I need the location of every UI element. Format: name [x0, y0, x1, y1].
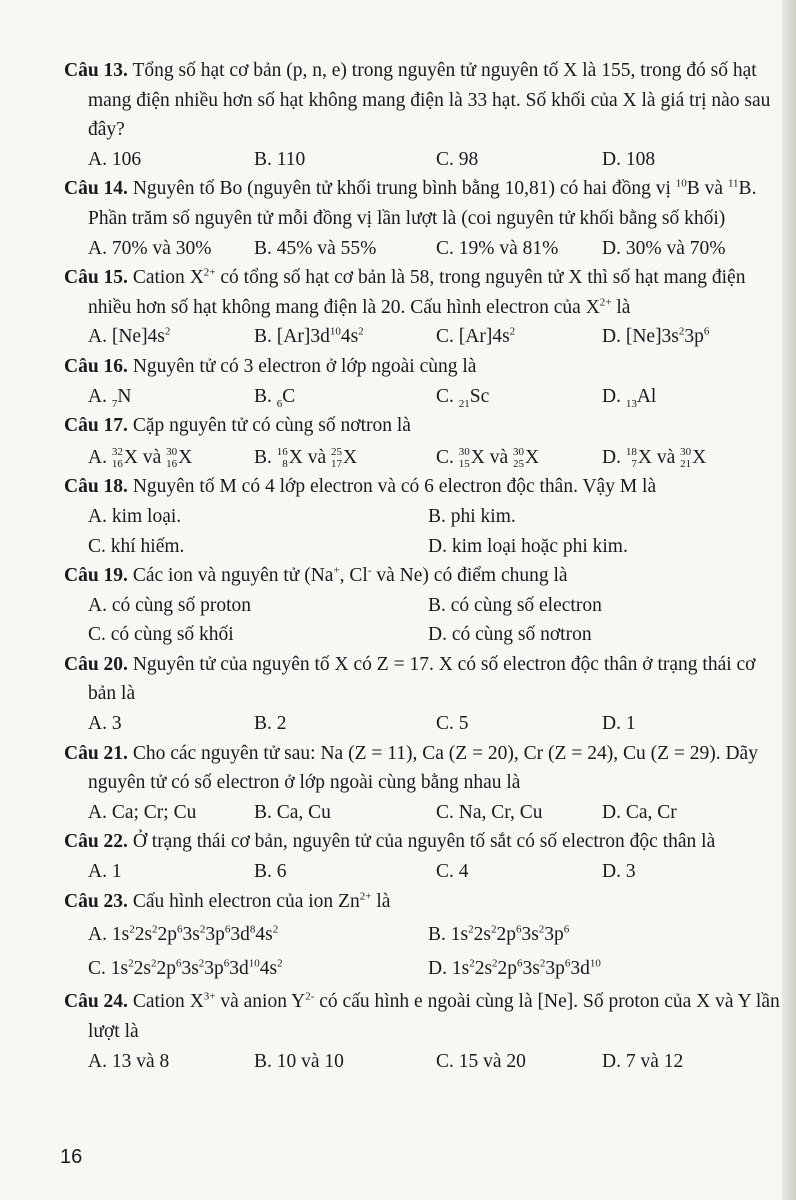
- orbital: 4s: [259, 957, 278, 979]
- element-symbol: X: [288, 446, 303, 468]
- superscript: 2: [678, 325, 685, 338]
- option-letter: B.: [254, 446, 272, 468]
- superscript: 2: [358, 325, 364, 338]
- question-stem: Nguyên tố M có 4 lớp electron và có 6 electron độc thân. Vậy M là: [132, 476, 657, 498]
- answer-options: [64, 709, 784, 739]
- answer-options: [64, 920, 784, 950]
- nuclide-notation: [277, 446, 288, 470]
- orbital: 2p: [497, 957, 518, 979]
- option-c[interactable]: C. có cùng số khối: [88, 624, 234, 646]
- electron-count: 2: [492, 957, 498, 970]
- question-24: [64, 987, 784, 1076]
- question-label: Câu 24.: [64, 991, 128, 1013]
- question-18-text: [64, 472, 784, 502]
- option-c[interactable]: C. khí hiếm.: [88, 535, 185, 557]
- question-13-text: [64, 56, 784, 145]
- option-b[interactable]: B. 10 và 10: [254, 1050, 344, 1072]
- electron-count: 2: [539, 957, 546, 970]
- element-symbol: X: [123, 446, 138, 468]
- option-a[interactable]: [88, 382, 254, 412]
- atomic-number: 13: [625, 397, 637, 410]
- option-d[interactable]: D. 7 và 12: [602, 1050, 684, 1072]
- atomic-number: 16: [111, 458, 123, 471]
- atomic-number: 16: [166, 458, 178, 471]
- question-label: Câu 18.: [64, 476, 128, 498]
- option-d[interactable]: D. 1: [602, 713, 636, 735]
- question-19-text: [64, 561, 784, 591]
- element-symbol: Sc: [469, 385, 490, 407]
- orbital: 3d: [230, 924, 250, 946]
- orbital: 3s: [182, 924, 200, 946]
- option-a[interactable]: [88, 920, 428, 950]
- option-b[interactable]: B. 6: [254, 861, 287, 883]
- conjunction: và: [656, 446, 676, 468]
- option-d-text: D. [Ne]3s: [602, 326, 679, 348]
- atomic-number: 7: [631, 458, 637, 471]
- electron-count: 2: [468, 923, 474, 936]
- ion-symbol: X: [189, 267, 204, 289]
- option-a[interactable]: A. kim loại.: [88, 505, 182, 527]
- question-stem: Cặp nguyên tử có cùng số nơtron là: [132, 415, 411, 437]
- element-symbol: X: [343, 446, 358, 468]
- nuclide-notation: [626, 446, 637, 470]
- option-b[interactable]: B. phi kim.: [428, 505, 516, 527]
- option-a[interactable]: A. 70% và 30%: [88, 237, 212, 259]
- ion-symbol: Y: [291, 991, 306, 1013]
- page-number: 16: [60, 1146, 83, 1168]
- question-14-text: [64, 174, 784, 233]
- question-stem: Cấu hình electron của ion: [132, 890, 334, 912]
- option-b[interactable]: [254, 322, 436, 352]
- electron-count: 6: [564, 957, 571, 970]
- nuclide-notation: [166, 446, 177, 470]
- atomic-number: 21: [458, 397, 470, 410]
- answer-options: [64, 234, 784, 264]
- element-symbol: Al: [636, 385, 657, 407]
- orbital: 2s: [474, 957, 493, 979]
- electron-count: 10: [248, 957, 260, 970]
- orbital: 1s: [110, 957, 129, 979]
- answer-options: [64, 443, 784, 473]
- question-stem: Cho các nguyên tử sau: Na (Z = 11), Ca (Z = 20), Cr (Z = 24), Cu (Z = 29). Dãy nguyên tử có số electron ở lớp ngoài cùng bằng nhau là: [88, 742, 758, 794]
- answer-options: [64, 322, 784, 352]
- ion-charge: 3+: [203, 990, 216, 1003]
- answer-options: [64, 954, 784, 984]
- ion-charge: -: [367, 564, 372, 577]
- question-label: Câu 20.: [64, 653, 128, 675]
- question-stem: Nguyên tử của nguyên tố X có Z = 17. X có số electron độc thân ở trạng thái cơ bản là: [88, 653, 756, 705]
- question-17-text: [64, 411, 784, 441]
- isotope-symbol: B: [738, 178, 752, 200]
- mass-number: 30: [458, 446, 470, 459]
- option-a[interactable]: [88, 322, 254, 352]
- ion-charge: 2-: [305, 990, 315, 1003]
- question-14: [64, 174, 784, 263]
- orbital: 3d: [229, 957, 249, 979]
- orbital: 3d: [570, 957, 590, 979]
- option-b[interactable]: [254, 443, 436, 473]
- option-b[interactable]: B. 45% và 55%: [254, 237, 377, 259]
- electron-count: 2: [277, 957, 283, 970]
- question-label: Câu 13.: [64, 60, 128, 81]
- option-d[interactable]: D. kim loại hoặc phi kim.: [428, 535, 628, 557]
- question-20: [64, 650, 784, 739]
- answer-options: [64, 1047, 784, 1077]
- mass-number: 32: [111, 446, 123, 459]
- ion-charge: 2+: [203, 266, 216, 279]
- option-a[interactable]: A. 106: [88, 148, 142, 170]
- element-symbol: X: [525, 446, 540, 468]
- electron-count: 6: [517, 957, 523, 970]
- option-b[interactable]: B. 110: [254, 148, 306, 170]
- electron-count: 2: [490, 923, 497, 936]
- option-a[interactable]: A. 13 và 8: [88, 1050, 170, 1072]
- option-letter: B.: [254, 385, 272, 407]
- orbital: 3s: [522, 957, 540, 979]
- element-symbol: X: [470, 446, 485, 468]
- superscript: 2: [164, 325, 171, 338]
- option-c[interactable]: C. 4: [436, 861, 469, 883]
- question-stem-end: và Ne) có điểm chung là: [371, 565, 568, 587]
- option-d[interactable]: [602, 322, 768, 352]
- option-c[interactable]: C. 19% và 81%: [436, 237, 559, 259]
- atomic-number: 25: [513, 458, 525, 471]
- question-stem-cont: , Cl: [339, 565, 368, 587]
- isotope-mass: 10: [675, 177, 687, 190]
- mass-number: 30: [680, 446, 692, 459]
- question-stem-cont: và anion: [220, 991, 287, 1013]
- answer-options: [64, 798, 784, 828]
- orbital: 3s: [521, 924, 539, 946]
- option-b[interactable]: [428, 920, 768, 950]
- answer-options: [64, 857, 784, 887]
- element-symbol: X: [178, 446, 193, 468]
- conjunction: và: [307, 446, 327, 468]
- option-c[interactable]: C. 5: [436, 713, 469, 735]
- question-21: [64, 739, 784, 828]
- electron-count: 6: [224, 923, 231, 936]
- nuclide-notation: [112, 446, 123, 470]
- question-20-text: [64, 650, 784, 709]
- option-c[interactable]: [436, 443, 602, 473]
- electron-count: 6: [175, 957, 182, 970]
- option-a[interactable]: A. Ca; Cr; Cu: [88, 801, 197, 823]
- option-c[interactable]: C. Na, Cr, Cu: [436, 801, 543, 823]
- option-letter: D.: [602, 446, 621, 468]
- element-symbol: C: [282, 385, 296, 407]
- electron-count: 6: [177, 923, 183, 936]
- electron-count: 6: [515, 923, 522, 936]
- option-letter: D.: [602, 385, 621, 407]
- question-15: [64, 263, 784, 352]
- electron-count: 2: [150, 957, 157, 970]
- question-23: [64, 887, 784, 984]
- option-b-text: B. [Ar]3d: [254, 326, 330, 348]
- electron-count: 2: [129, 923, 135, 936]
- option-a[interactable]: [88, 443, 254, 473]
- atomic-number: 7: [111, 397, 118, 410]
- option-letter: C.: [436, 446, 454, 468]
- option-letter: B.: [428, 924, 451, 946]
- orbital: 4s: [340, 326, 359, 348]
- question-stem-cont: . Phần trăm số nguyên tử mỗi đồng vị lần lượt là (coi nguyên tử khối bằng số khối): [88, 178, 757, 229]
- option-b[interactable]: B. có cùng số electron: [428, 594, 602, 616]
- electron-count: 6: [223, 957, 230, 970]
- question-22-text: [64, 827, 784, 857]
- option-c[interactable]: C. 98: [436, 148, 479, 170]
- question-22: [64, 827, 784, 886]
- option-d[interactable]: [428, 954, 768, 984]
- question-page: [64, 56, 784, 1076]
- question-label: Câu 23.: [64, 890, 128, 912]
- superscript: 6: [703, 325, 710, 338]
- option-d[interactable]: D. 30% và 70%: [602, 237, 726, 259]
- ion-charge: 2+: [359, 890, 372, 903]
- atomic-number: 15: [458, 458, 470, 471]
- option-c[interactable]: C. 15 và 20: [436, 1050, 526, 1072]
- mass-number: 18: [625, 446, 637, 459]
- option-a[interactable]: A. 3: [88, 713, 122, 735]
- option-letter: A.: [88, 924, 112, 946]
- electron-count: 2: [152, 923, 158, 936]
- question-label: Câu 21.: [64, 742, 128, 764]
- orbital: 2p: [157, 924, 178, 946]
- question-stem-end: là: [616, 296, 631, 318]
- electron-count: 8: [249, 923, 256, 936]
- option-letter: C.: [436, 385, 454, 407]
- electron-count: 2: [272, 923, 279, 936]
- ion-symbol: X: [189, 991, 204, 1013]
- question-17: [64, 411, 784, 472]
- answer-options: [64, 591, 784, 621]
- question-stem: Các ion và nguyên tử (Na: [132, 565, 334, 587]
- orbital: 2s: [134, 924, 153, 946]
- question-stem-end: có cấu hình e ngoài cùng là [Ne]. Số proton của X và Y lần lượt là: [88, 991, 780, 1042]
- question-label: Câu 16.: [64, 355, 128, 377]
- orbital: 3p: [684, 326, 704, 348]
- option-letter: C.: [88, 957, 111, 979]
- nuclide-notation: [513, 446, 524, 470]
- nuclide-notation: [331, 446, 342, 470]
- isotope-symbol: B: [686, 178, 700, 200]
- question-16: [64, 352, 784, 411]
- electron-count: 6: [563, 923, 570, 936]
- option-a[interactable]: A. có cùng số proton: [88, 594, 252, 616]
- electron-count: 2: [538, 923, 545, 936]
- element-symbol: N: [117, 385, 132, 407]
- question-label: Câu 22.: [64, 831, 128, 853]
- option-d[interactable]: D. có cùng số nơtron: [428, 624, 592, 646]
- question-16-text: [64, 352, 784, 382]
- atomic-number: 6: [276, 397, 283, 410]
- electron-count: 2: [469, 957, 475, 970]
- mass-number: 30: [513, 446, 525, 459]
- option-letter: A.: [88, 446, 107, 468]
- question-label: Câu 17.: [64, 415, 128, 437]
- orbital: 2p: [156, 957, 176, 979]
- ion-charge: 2+: [599, 296, 612, 309]
- question-stem: Nguyên tử có 3 electron ở lớp ngoài cùng là: [132, 355, 477, 377]
- question-stem-cont: có tổng số hạt cơ bản là 58, trong nguyên tử X thì số hạt mang điện nhiều hơn số hạt không mang điện là 20. Cấu hình electron của: [88, 267, 746, 318]
- question-24-text: [64, 987, 784, 1046]
- question-13: [64, 56, 784, 174]
- question-stem: Ở trạng thái cơ bản, nguyên tử của nguyên tố sắt có số electron độc thân là: [132, 831, 716, 853]
- question-stem-end: là: [376, 890, 391, 912]
- option-d[interactable]: [602, 382, 768, 412]
- option-c[interactable]: [436, 382, 602, 412]
- question-stem: Cation: [132, 267, 185, 289]
- orbital: 3s: [181, 957, 199, 979]
- element-symbol: X: [692, 446, 707, 468]
- question-23-text: [64, 887, 784, 917]
- mass-number: 25: [331, 446, 343, 459]
- ion-symbol: X: [585, 296, 600, 318]
- question-21-text: [64, 739, 784, 798]
- orbital: 3p: [205, 924, 225, 946]
- answer-options: [64, 502, 784, 532]
- ion-symbol: Zn: [338, 890, 360, 912]
- option-letter: A.: [88, 385, 107, 407]
- orbital: 1s: [111, 924, 130, 946]
- orbital: 2p: [496, 924, 516, 946]
- option-d[interactable]: D. 3: [602, 861, 636, 883]
- electron-count: 2: [128, 957, 134, 970]
- option-d[interactable]: [602, 443, 768, 473]
- orbital: 2s: [133, 957, 151, 979]
- orbital: 1s: [451, 957, 470, 979]
- conjunction: và: [142, 446, 162, 468]
- conjunction: và: [489, 446, 509, 468]
- question-label: Câu 14.: [64, 178, 128, 200]
- atomic-number: 8: [282, 458, 288, 471]
- option-a[interactable]: A. 1: [88, 861, 122, 883]
- book-spine-shadow: [782, 0, 796, 1200]
- nuclide-notation: [680, 446, 691, 470]
- option-c[interactable]: [88, 954, 428, 984]
- option-b[interactable]: [254, 382, 436, 412]
- answer-options: [64, 145, 784, 175]
- electron-count: 2: [199, 923, 206, 936]
- mass-number: 16: [276, 446, 288, 459]
- question-18: [64, 472, 784, 561]
- orbital: 3p: [204, 957, 224, 979]
- option-c-text: C. [Ar]4s: [436, 326, 510, 348]
- ion-charge: +: [333, 564, 340, 577]
- question-stem: Nguyên tố Bo (nguyên tử khối trung bình bằng 10,81) có hai đồng vị: [132, 178, 671, 200]
- mass-number: 30: [166, 446, 178, 459]
- option-d[interactable]: D. Ca, Cr: [602, 801, 677, 823]
- element-symbol: X: [637, 446, 652, 468]
- orbital: 1s: [450, 924, 469, 946]
- orbital: 3p: [544, 924, 564, 946]
- orbital: 3p: [545, 957, 565, 979]
- question-19: [64, 561, 784, 650]
- superscript: 10: [329, 325, 341, 338]
- question-15-text: [64, 263, 784, 322]
- question-stem: Tổng số hạt cơ bản (p, n, e) trong nguyên tử nguyên tố X là 155, trong đó số hạt mang điện nhiều hơn số hạt không mang điện là 33 hạt. Số khối của X là giá trị nào sau đây?: [88, 60, 771, 141]
- answer-options: [64, 382, 784, 412]
- question-stem: Cation: [132, 991, 185, 1013]
- isotope-mass: 11: [727, 177, 739, 190]
- option-letter: D.: [428, 957, 452, 979]
- nuclide-notation: [459, 446, 470, 470]
- question-label: Câu 19.: [64, 565, 128, 587]
- electron-count: 2: [198, 957, 205, 970]
- option-c[interactable]: [436, 322, 602, 352]
- atomic-number: 21: [680, 458, 692, 471]
- option-a-text: A. [Ne]4s: [88, 326, 165, 348]
- answer-options: [64, 532, 784, 562]
- atomic-number: 17: [331, 458, 343, 471]
- option-b[interactable]: B. Ca, Cu: [254, 801, 331, 823]
- orbital: 4s: [255, 924, 273, 946]
- orbital: 2s: [473, 924, 491, 946]
- option-b[interactable]: B. 2: [254, 713, 287, 735]
- conjunction: và: [704, 178, 724, 200]
- option-d[interactable]: D. 108: [602, 148, 656, 170]
- question-label: Câu 15.: [64, 267, 128, 289]
- superscript: 2: [509, 325, 516, 338]
- electron-count: 10: [589, 957, 601, 970]
- answer-options: [64, 620, 784, 650]
